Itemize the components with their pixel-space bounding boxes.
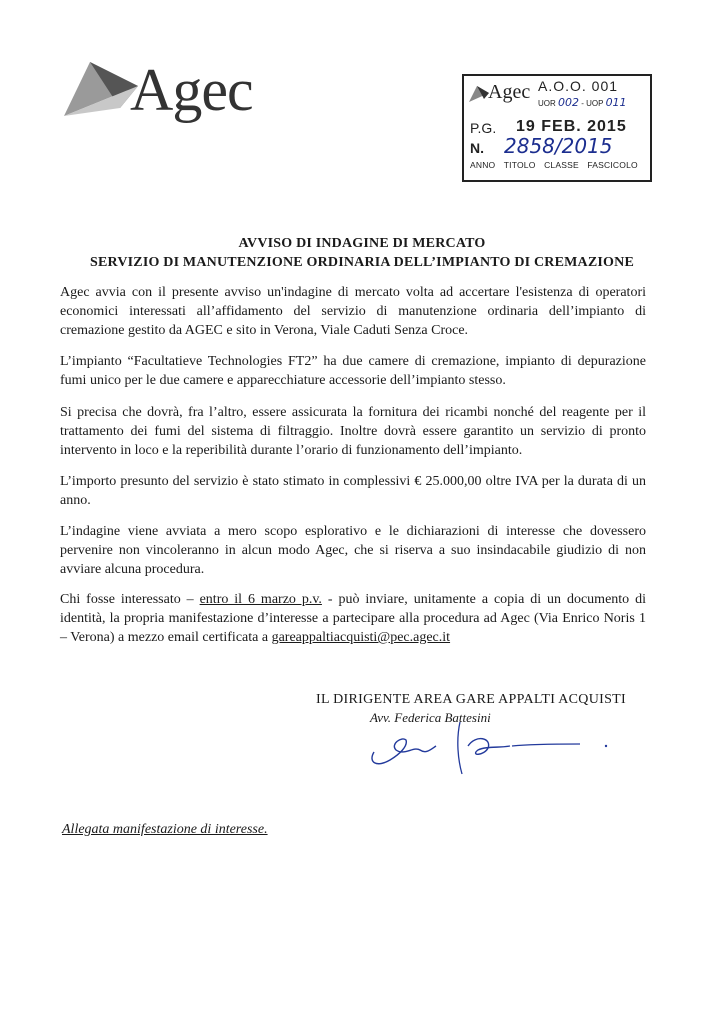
document-subtitle: SERVIZIO DI MANUTENZIONE ORDINARIA DELL’IMPIANTO DI CREMAZIONE: [90, 255, 634, 270]
attachment-note: Allegata manifestazione di interesse.: [62, 822, 268, 837]
stamp-logo: [468, 80, 531, 104]
handwritten-signature: [360, 716, 620, 776]
stamp-labels: ANNO TITOLO CLASSE FASCICOLO: [470, 160, 638, 170]
stamp-pg-label: P.G.: [470, 120, 497, 136]
document-title: AVVISO DI INDAGINE DI MERCATO: [238, 236, 486, 251]
stamp-uop-label: - UOP: [581, 99, 604, 108]
agec-logo-mark-icon: [60, 56, 140, 126]
stamp-uor-label: UOR: [538, 99, 556, 108]
stamp-n-label: N.: [470, 140, 484, 156]
pec-email-link[interactable]: gareappaltiacquisti@pec.agec.it: [271, 630, 451, 645]
protocol-stamp: [462, 74, 652, 182]
stamp-logo-text: Agec: [488, 81, 531, 103]
stamp-uor-line: [538, 96, 627, 109]
stamp-logo-mark-icon: [468, 84, 490, 104]
signer-name: Avv. Federica Battesini: [370, 710, 491, 725]
signer-role: IL DIRIGENTE AREA GARE APPALTI ACQUISTI: [316, 692, 626, 707]
stamp-aoo: A.O.O. 001: [538, 78, 619, 94]
stamp-date: 19 FEB. 2015: [516, 118, 627, 135]
submission-text-start: Chi fosse interessato –: [60, 592, 200, 607]
agec-logo: [60, 56, 253, 136]
paragraph-plant: L’impianto “Facultatieve Technologies FT2” ha due camere di cremazione, impianto di depurazione fumi unico per le due camere e apparecchiature accessorie dell’impianto stesso.: [60, 354, 646, 388]
stamp-uop-value: 011: [605, 96, 627, 109]
submission-text-middle: - può inviare, unitamente a copia di un documento di identità, la propria manifestazione d’interesse a partecipare alla procedura ad Agec (Via Enrico Noris 1 – Verona) a mezzo email certificata a: [60, 592, 646, 645]
submission-deadline: entro il 6 marzo p.v.: [199, 592, 322, 607]
paragraph-requirements: Si precisa che dovrà, fra l’altro, essere assicurata la fornitura dei ricambi nonché del reagente per il trattamento dei fumi del sistema di filtraggio. Inoltre dovrà essere garantito un servizio di pronto intervento in loco e la reperibilità durante l’orario di funzionamento dell’impianto.: [60, 405, 646, 458]
agec-logo-text: Agec: [130, 57, 253, 123]
paragraph-submission: [60, 590, 646, 647]
stamp-uor-value: 002: [558, 96, 580, 109]
paragraph-amount: L’importo presunto del servizio è stato stimato in complessivi € 25.000,00 oltre IVA per la durata di un anno.: [60, 474, 646, 508]
paragraph-intro: Agec avvia con il presente avviso un'indagine di mercato volta ad accertare l'esistenza di operatori economici interessati all’affidamento del servizio di manutenzione ordinaria dell’impianto di cremazione gestito da AGEC e sito in Verona, Viale Caduti Senza Croce.: [60, 285, 646, 338]
paragraph-scope: L’indagine viene avviata a mero scopo esplorativo e le dichiarazioni di interesse che dovessero pervenire non vincoleranno in alcun modo Agec, che si riserva a suo insindacabile giudizio di non avviare alcuna procedura.: [60, 524, 646, 577]
stamp-protocol-number: 2858/2015: [504, 134, 613, 158]
